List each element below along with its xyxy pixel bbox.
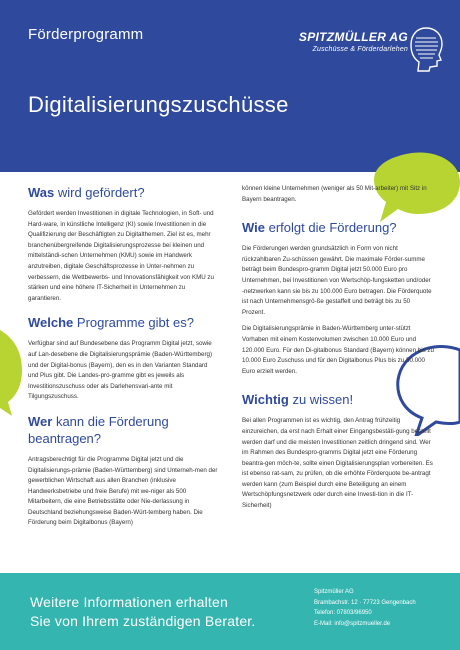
- contact-company: Spitzmüller AG: [314, 589, 354, 595]
- logo-name: SPITZMÜLLER AG: [298, 30, 408, 44]
- footer-message-line: Weitere Informationen erhalten: [30, 594, 228, 610]
- green-speech-bubble-left: [0, 330, 22, 416]
- head-profile-icon: [406, 24, 446, 72]
- section-text: Verfügbar sind auf Bundesebene das Programm Digital jetzt, sowie auf Lan-desebene die Digitalisierungsprämie (Baden-Württemberg) und der Digital-bonus (Bayern), den es in den Varianten Standard und Plus gibt. Die Landes-pro-gramme gibt es jeweils als Investitionszuschuss oder als Darlehensvari-ante mit Tilgungszuschuss.: [28, 340, 213, 401]
- section-text: Bei allen Programmen ist es wichtig, den Antrag frühzeitig einzureichen, da erst nach Erhalt einer Eingangsbestäti-gung bestellt werden darf und die meisten Investitionen zeitlich dringend sind. Wer im Rahmen des Bundespro-gramms Digital jetzt eine Förderung beantra-gen möch-te, sollte einen Digitalisierungsplan vorbereiten. Es ist ebenso rat-sam, zu prüfen, ob die erhöhte Förderquote be-antragt werden kann (zum Beispiel durch eine Beteiligung an einem Wertschöpfungsnetzwerk oder durch eine Investi-tion in die IT-Sicherheit): [242, 417, 433, 510]
- contact-email: E-Mail: info@spitzmueller.de: [314, 620, 391, 627]
- footer-message: [30, 593, 255, 631]
- section-heading-was: Was wird gefördert?: [28, 185, 145, 200]
- section-text: Die Digitalisierungsprämie in Baden-Württemberg unter-stützt Vorhaben mit einem Kostenvolumen zwischen 10.000 Euro und 120.000 Euro. Für den Di-gitalbonus Standard (Bayern) können bis zu 10.000 Euro Zuschuss und für den Digitalbonus Plus bis zu 50.000 Euro erzielt werden.: [242, 325, 434, 375]
- contact-block: [314, 587, 416, 629]
- section-text-continued: können kleine Unternehmen (weniger als 50 Mit-arbeiter) mit Sitz in Bayern beantragen.: [242, 185, 427, 203]
- section-wer: [28, 413, 218, 529]
- section-heading-wie: Wie erfolgt die Förderung?: [242, 220, 397, 236]
- section-was: [28, 184, 218, 304]
- section-heading-wichtig: Wichtig zu wissen!: [242, 392, 354, 408]
- section-welche: [28, 314, 218, 403]
- section-text: Die Förderungen werden grundsätzlich in Form von nicht rückzahlbaren Zu-schüssen gewährt. Die maximale Förder-summe beträgt beim Bundespro-gramm Digital jetzt 50.000 Euro pro Unternehmen, bei Investitionen von Wertschöp-fungsketten und/oder -netzwerken kann sie bis zu 100.000 Euro betragen. Die Förderquote ist nach Unternehmensgrö-ße gestaffelt und beträgt bis zu 50 Prozent.: [242, 245, 432, 316]
- contact-phone: Telefon: 07803/96950: [314, 610, 372, 616]
- section-text: Gefördert werden Investitionen in digitale Technologien, in Soft- und Hard-ware, in künstliche Intelligenz (KI) sowie Investitionen in die Qualifizierung der Beschäftigten zu Digitalthemen. Ziel ist es, mehr branchenübergreifende Digitalisierungsprozesse bei kleinen und mittelständi-schen Unternehmen (KMU) sowie im Handwerk anzutreiben, digitale Geschäftsprozesse in Unter-nehmen zu verbessern, die Wettbewerbs- und Innovationsfähigkeit von KMU zu stärken und eine höhere IT-Sicherheit in Unternehmen zu garantieren.: [28, 210, 214, 302]
- section-wie: [242, 219, 434, 377]
- contact-address: Brambachstr. 12 · 77723 Gengenbach: [314, 599, 416, 606]
- section-heading-welche: Welche Programme gibt es?: [28, 315, 194, 331]
- eyebrow-label: Förderprogramm: [28, 26, 144, 43]
- right-column: [242, 184, 434, 522]
- section-heading-wer: Wer kann die Förderung beantragen?: [28, 413, 169, 446]
- section-wichtig: [242, 391, 434, 511]
- section-text: Antragsberechtigt für die Programme Digital jetzt und die Digitalisierungs-prämie (Baden-Württemberg) sind Unterneh-men der gewerblichen Wirtschaft aus allen Branchen (inklusive Handwerksbetriebe und freie Berufe) mit we-niger als 500 Mitarbeitern, die eine Betriebsstätte oder Nie-derlassung in Deutschland beziehungsweise Baden-Würt-temberg haben. Die Förderung beim Digitalbonus (Bayern): [28, 455, 218, 527]
- footer-banner: [0, 573, 460, 650]
- footer-message-line: Sie von Ihrem zuständigen Berater.: [30, 613, 256, 629]
- logo-tagline: Zuschüsse & Förderdarlehen: [312, 46, 408, 53]
- header-banner: [0, 0, 460, 172]
- page-title: Digitalisierungszuschüsse: [28, 92, 289, 117]
- left-column: [28, 184, 218, 539]
